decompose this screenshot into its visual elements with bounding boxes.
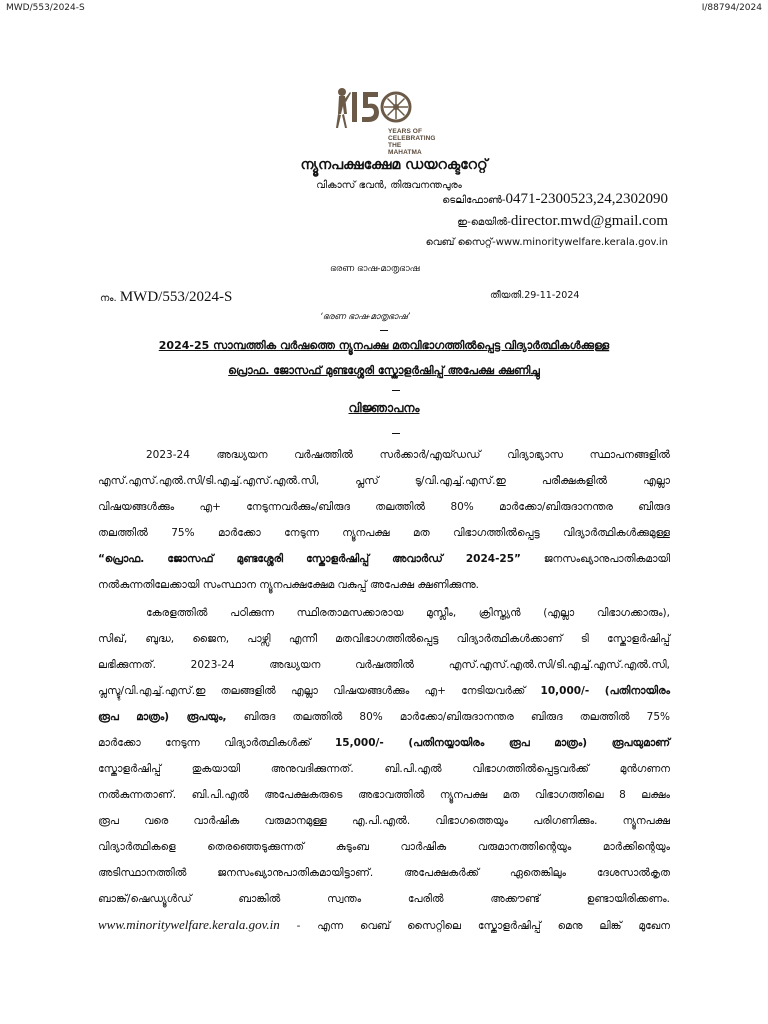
directorate-address: വികാസ് ഭവൻ, തിരുവനന്തപുരം xyxy=(316,180,462,191)
official-language-quoted: ‘ഭരണ ഭാഷ-മാതൃഭാഷ’ xyxy=(320,312,410,322)
paragraph-line xyxy=(98,730,670,756)
paragraph-line: എസ്.എസ്.എൽ.സി/ടി.എച്ച്.എസ്.എൽ.സി, പ്ലസ് ടു/വി.എച്ച്.എസ്.ഇ പരീക്ഷകളിൽ എല്ലാ xyxy=(98,475,670,487)
separator-dash xyxy=(380,330,388,331)
document-date: തീയതി.29-11-2024 xyxy=(490,290,580,301)
paragraph-line xyxy=(98,704,670,730)
paragraph-line: കേരളത്തിൽ പഠിക്കുന്ന സ്ഥിരതാമസക്കാരായ മുസ്ലീം, ക്രിസ്ത്യൻ (എല്ലാ വിഭാഗക്കാരും), xyxy=(146,607,670,619)
logo-caption-line: YEARS OF xyxy=(388,128,423,135)
paragraph-segment: ബിരുദ തലത്തിൽ 80% മാർക്കോ/ബിരുദാനന്തര ബിരുദ തലത്തിൽ 75% xyxy=(243,711,671,723)
paragraph-segment: മാർക്കോ നേടുന്ന വിദ്യാർത്ഥികൾക്ക് xyxy=(98,737,311,749)
file-number-value: MWD/553/2024-S xyxy=(119,289,233,305)
amount-15000: 15,000/- (പതിനയ്യായിരം രൂപ മാത്രം) രൂപയുമാണ് xyxy=(335,737,671,749)
separator-dash xyxy=(392,390,400,391)
paragraph-line: സ്കോളർഷിപ്പ് തുകയായി അനുവദിക്കുന്നത്. ബി.പി.എൽ വിഭാഗത്തിൽപ്പെട്ടവർക്ക് മുൻഗണന xyxy=(98,763,670,775)
paragraph-segment: - എന്ന വെബ് സൈറ്റിലെ സ്കോളർഷിപ്പ് മെനു ലിങ്ക് മുഖേന xyxy=(296,920,670,932)
separator-dash xyxy=(392,433,400,434)
file-number-label: നം. xyxy=(100,293,117,304)
paragraph-line xyxy=(98,912,670,938)
phone-label: ടെലിഫോൺ- xyxy=(442,195,506,206)
paragraph-line: സിഖ്, ബുദ്ധ, ജൈന, പാഴ്സി എന്നീ മതവിഭാഗത്തിൽപ്പെട്ട വിദ്യാർത്ഥികൾക്കാണ് ടി സ്കോളർഷിപ്പ് xyxy=(98,633,670,645)
paragraph-segment: പ്ലസ്ടു/വി.എച്ച്.എസ്.ഇ തലങ്ങളിൽ എല്ലാ വിഷയങ്ങൾക്കും എ+ നേടിയവർക്ക് xyxy=(98,685,526,697)
email-label: ഇ-മെയിൽ- xyxy=(457,217,511,228)
document-reference-right: I/88794/2024 xyxy=(701,3,762,13)
paragraph-line: വിഷയങ്ങൾക്കും എ+ നേടുന്നവർക്കും/ബിരുദ തലത്തിൽ 80% മാർക്കോ/ബിരുദാനന്തര ബിരുദ xyxy=(98,501,670,513)
document-reference-left: MWD/553/2024-S xyxy=(6,3,85,13)
file-number xyxy=(100,289,232,306)
paragraph-2 xyxy=(98,600,670,938)
official-language-note: ഭരണ ഭാഷ-മാതൃഭാഷ xyxy=(330,264,420,274)
paragraph-line: തലത്തിൽ 75% മാർക്കോ നേടുന്ന ന്യൂനപക്ഷ മത വിഭാഗത്തിൽപ്പെട്ട വിദ്യാർത്ഥികൾക്കുമുള്ള xyxy=(98,527,670,539)
paragraph-line: ബാങ്ക്/ഷെഡ്യൂൾഡ് ബാങ്കിൽ സ്വന്തം പേരിൽ അക്കൗണ്ട് ഉണ്ടായിരിക്കണം. xyxy=(98,893,670,905)
email-line xyxy=(457,213,668,230)
logo-caption-line: THE MAHATMA xyxy=(388,142,422,156)
website-link[interactable]: www.minoritywelfare.kerala.gov.in xyxy=(98,917,280,932)
phone-number: 0471-2300523,24,2302090 xyxy=(505,191,668,207)
amount-10000: 10,000/- (പതിനായിരം xyxy=(540,685,671,697)
paragraph-line: 2023-24 അദ്ധ്യയന വർഷത്തിൽ സർക്കാർ/എയ്ഡഡ് വിദ്യാഭ്യാസ സ്ഥാപനങ്ങളിൽ xyxy=(146,449,670,461)
directorate-name: ന്യൂനപക്ഷക്ഷേമ ഡയറക്ടറേറ്റ് xyxy=(300,157,488,173)
paragraph-line: അടിസ്ഥാനത്തിൽ ജനസംഖ്യാനുപാതികമായിട്ടാണ്. അപേക്ഷകർക്ക് ഏതെങ്കിലും ദേശസാൽകൃത xyxy=(98,867,670,879)
logo-caption-line: CELEBRATING xyxy=(388,135,436,142)
award-tail: ജനസംഖ്യാനുപാതികമായി xyxy=(543,553,671,565)
website-url[interactable]: www.minoritywelfare.kerala.gov.in xyxy=(495,237,668,248)
paragraph-line xyxy=(98,678,670,704)
award-name: “പ്രൊഫ. ജോസഫ് മുണ്ടശ്ശേരി സ്കോളർഷിപ്പ് അവാർഡ് 2024-25” xyxy=(98,553,521,565)
email-address[interactable]: director.mwd@gmail.com xyxy=(510,213,668,229)
logo-caption xyxy=(388,128,436,156)
amount-10000-tail: രൂപ മാത്രം) രൂപയും, xyxy=(98,711,227,723)
subject-line-2: പ്രൊഫ. ജോസഫ് മുണ്ടശ്ശേരി സ്കോളർഷിപ്പ് അപേക്ഷ ക്ഷണിച്ചു xyxy=(228,364,540,377)
paragraph-line: വിദ്യാർത്ഥികളെ തെരഞ്ഞെടുക്കുന്നത് കുടുംബ വാർഷിക വരുമാനത്തിന്റെയും മാർക്കിന്റെയും xyxy=(98,841,670,853)
paragraph-line: നൽകുന്നതാണ്. ബി.പി.എൽ അപേക്ഷകരുടെ അഭാവത്തിൽ ന്യൂനപക്ഷ മത വിഭാഗത്തിലെ 8 ലക്ഷം xyxy=(98,789,670,801)
phone-line xyxy=(442,191,668,208)
website-line xyxy=(426,237,668,248)
paragraph-1 xyxy=(98,442,670,598)
paragraph-line xyxy=(98,546,670,572)
gandhi-150-logo xyxy=(330,84,436,156)
subject-line-1: 2024-25 സാമ്പത്തിക വർഷത്തെ ന്യൂനപക്ഷ മതവിഭാഗത്തിൽപ്പെട്ട വിദ്യാർത്ഥികൾക്കുള്ള xyxy=(158,339,610,352)
paragraph-line: രൂപ വരെ വാർഷിക വരുമാനമുള്ള എ.പി.എൽ. വിഭാഗത്തെയും പരിഗണിക്കും. ന്യൂനപക്ഷ xyxy=(98,815,670,827)
paragraph-line: ലഭിക്കുന്നത്. 2023-24 അദ്ധ്യയന വർഷത്തിൽ എസ്.എസ്.എൽ.സി/ടി.എച്ച്.എസ്.എൽ.സി, xyxy=(98,659,670,671)
notice-title: വിജ്ഞാപനം xyxy=(348,401,420,415)
paragraph-line: നൽകുന്നതിലേക്കായി സംസ്ഥാന ന്യൂനപക്ഷക്ഷേമ വകുപ്പ് അപേക്ഷ ക്ഷണിക്കുന്നു. xyxy=(98,579,479,591)
website-label: വെബ് സൈറ്റ്- xyxy=(425,237,496,248)
